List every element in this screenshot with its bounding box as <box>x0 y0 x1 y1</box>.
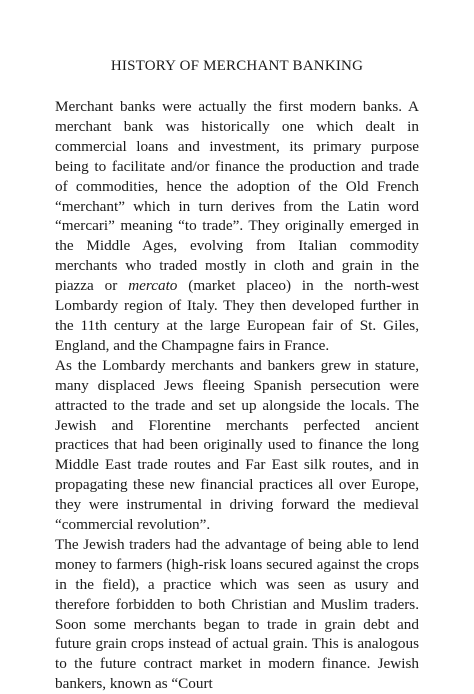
paragraph-3-text: The Jewish traders had the advantage of being able to lend money to farmers (high-risk loans secured against the crops in the field), a practice which was seen as usury and therefore forbidden to both Christian and Muslim traders. Soon some merchants began to trade in grain debt and future grain crops instead of actual grain. This is analogous to the future contract market in modern finance. Jewish bankers, known as “Court <box>55 535 419 693</box>
paragraph-1-text-a: Merchant banks were actually the first modern banks. A merchant bank was historically one which dealt in commercial loans and investment, its primary purpose being to facilitate and/or finance the production and trade of commodities, hence the adoption of the Old French “merchant” which in turn derives from the Latin word “mercari” meaning “to trade”. They originally emerged in the Middle Ages, evolving from Italian commodity merchants who traded mostly in cloth and grain in the piazza or <box>55 98 419 295</box>
paragraph-1 <box>55 97 419 356</box>
paragraph-2 <box>55 356 419 535</box>
paragraph-2-text: As the Lombardy merchants and bankers grew in stature, many displaced Jews fleeing Spanish persecution were attracted to the trade and set up alongside the locals. The Jewish and Florentine merchants perfected ancient practices that had been originally used to finance the long Middle East trade routes and Far East silk routes, and in propagating these new financial practices all over Europe, they were instrumental in driving forward the medieval “commercial revolution”. <box>55 356 419 534</box>
paragraph-1-text-b: (market placeo) in the north-west Lombardy region of Italy. They then developed further in the 11th century at the large European fair of St. Giles, England, and the Champagne fairs in France. <box>55 277 420 354</box>
paragraph-3 <box>55 535 419 694</box>
paragraph-1-italic-term: mercato <box>128 277 178 295</box>
document-title: HISTORY OF MERCHANT BANKING <box>110 58 364 74</box>
